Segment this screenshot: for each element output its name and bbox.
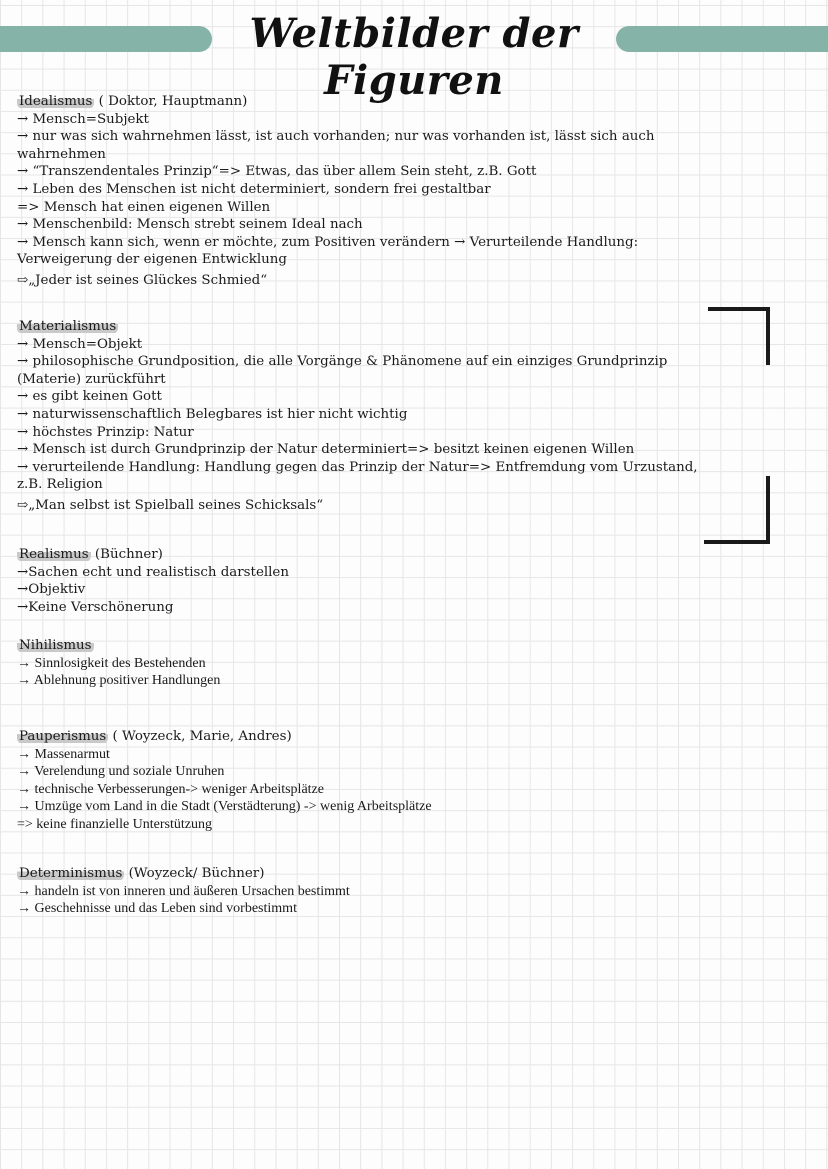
list-item: ⇨„Jeder ist seines Glückes Schmied“ bbox=[17, 272, 268, 288]
list-item: → nur was sich wahrnehmen lässt, ist auch vorhanden; nur was vorhanden ist, lässt sich auch wahrnehmen bbox=[17, 129, 655, 162]
list-item: → Mensch kann sich, wenn er möchte, zum Positiven verändern → Verurteilende Handlung: Verweigerung der eigenen Entwicklung bbox=[17, 234, 639, 268]
section-idealismus bbox=[17, 93, 717, 290]
list-item: → es gibt keinen Gott bbox=[17, 389, 162, 405]
list-item: → Leben des Menschen ist nicht determiniert, sondern frei gestaltbar bbox=[17, 181, 491, 197]
list-item: => keine finanzielle Unterstützung bbox=[17, 816, 213, 832]
list-item: →Objektiv bbox=[17, 582, 86, 598]
list-item: → höchstes Prinzip: Natur bbox=[17, 424, 194, 440]
section-pauperismus bbox=[17, 728, 717, 834]
section-heading: Idealismus bbox=[19, 94, 93, 109]
list-item: → Ablehnung positiver Handlungen bbox=[17, 673, 221, 689]
list-item: → “Transzendentales Prinzip“=> Etwas, das über allem Sein steht, z.B. Gott bbox=[17, 164, 537, 180]
section-heading: Pauperismus bbox=[19, 729, 107, 744]
list-item: → Verelendung und soziale Unruhen bbox=[17, 764, 225, 780]
list-item: ⇨„Man selbst ist Spielball seines Schicksals“ bbox=[17, 497, 324, 513]
list-item: → Mensch=Objekt bbox=[17, 336, 143, 352]
list-item: → Massenarmut bbox=[17, 746, 110, 762]
list-item: → Umzüge vom Land in die Stadt (Verstädterung) -> wenig Arbeitsplätze bbox=[17, 799, 432, 815]
section-materialismus bbox=[17, 318, 717, 515]
section-determinismus bbox=[17, 865, 717, 918]
section-nihilismus bbox=[17, 637, 717, 690]
list-item: → philosophische Grundposition, die alle Vorgänge & Phänomene auf ein einziges Grundprinzip (Materie) zurückführt bbox=[17, 354, 668, 387]
list-item: → Menschenbild: Mensch strebt seinem Ideal nach bbox=[17, 217, 363, 233]
section-heading: Nihilismus bbox=[19, 638, 92, 653]
list-item: → Sinnlosigkeit des Bestehenden bbox=[17, 655, 206, 671]
list-item: => Mensch hat einen eigenen Willen bbox=[17, 199, 271, 215]
bracket-top-right bbox=[708, 307, 770, 365]
list-item: →Sachen echt und realistisch darstellen bbox=[17, 564, 289, 580]
section-heading: Materialismus bbox=[19, 319, 117, 334]
section-subheading: ( Doktor, Hauptmann) bbox=[94, 94, 248, 109]
section-subheading: ( Woyzeck, Marie, Andres) bbox=[108, 729, 292, 744]
title-banner-left bbox=[0, 26, 212, 52]
list-item: → naturwissenschaftlich Belegbares ist hier nicht wichtig bbox=[17, 406, 408, 422]
section-subheading: (Woyzeck/ Büchner) bbox=[124, 866, 265, 881]
list-item: → Mensch ist durch Grundprinzip der Natur determiniert=> besitzt keinen eigenen Willen bbox=[17, 442, 635, 458]
list-item: →Keine Verschönerung bbox=[17, 599, 174, 615]
section-heading: Realismus bbox=[19, 547, 89, 562]
list-item: → Geschehnisse und das Leben sind vorbestimmt bbox=[17, 901, 297, 917]
list-item: → verurteilende Handlung: Handlung gegen das Prinzip der Natur=> Entfremdung vom Urzustand, z.B. Religion bbox=[17, 459, 698, 493]
title-banner-right bbox=[616, 26, 828, 52]
list-item: → technische Verbesserungen-> weniger Arbeitsplätze bbox=[17, 781, 324, 797]
section-realismus bbox=[17, 546, 717, 616]
section-heading: Determinismus bbox=[19, 866, 123, 881]
page-title: Weltbilder der Figuren bbox=[249, 10, 579, 104]
list-item: → Mensch=Subjekt bbox=[17, 111, 149, 127]
list-item: → handeln ist von inneren und äußeren Ursachen bestimmt bbox=[17, 883, 350, 899]
section-subheading: (Büchner) bbox=[90, 547, 163, 562]
